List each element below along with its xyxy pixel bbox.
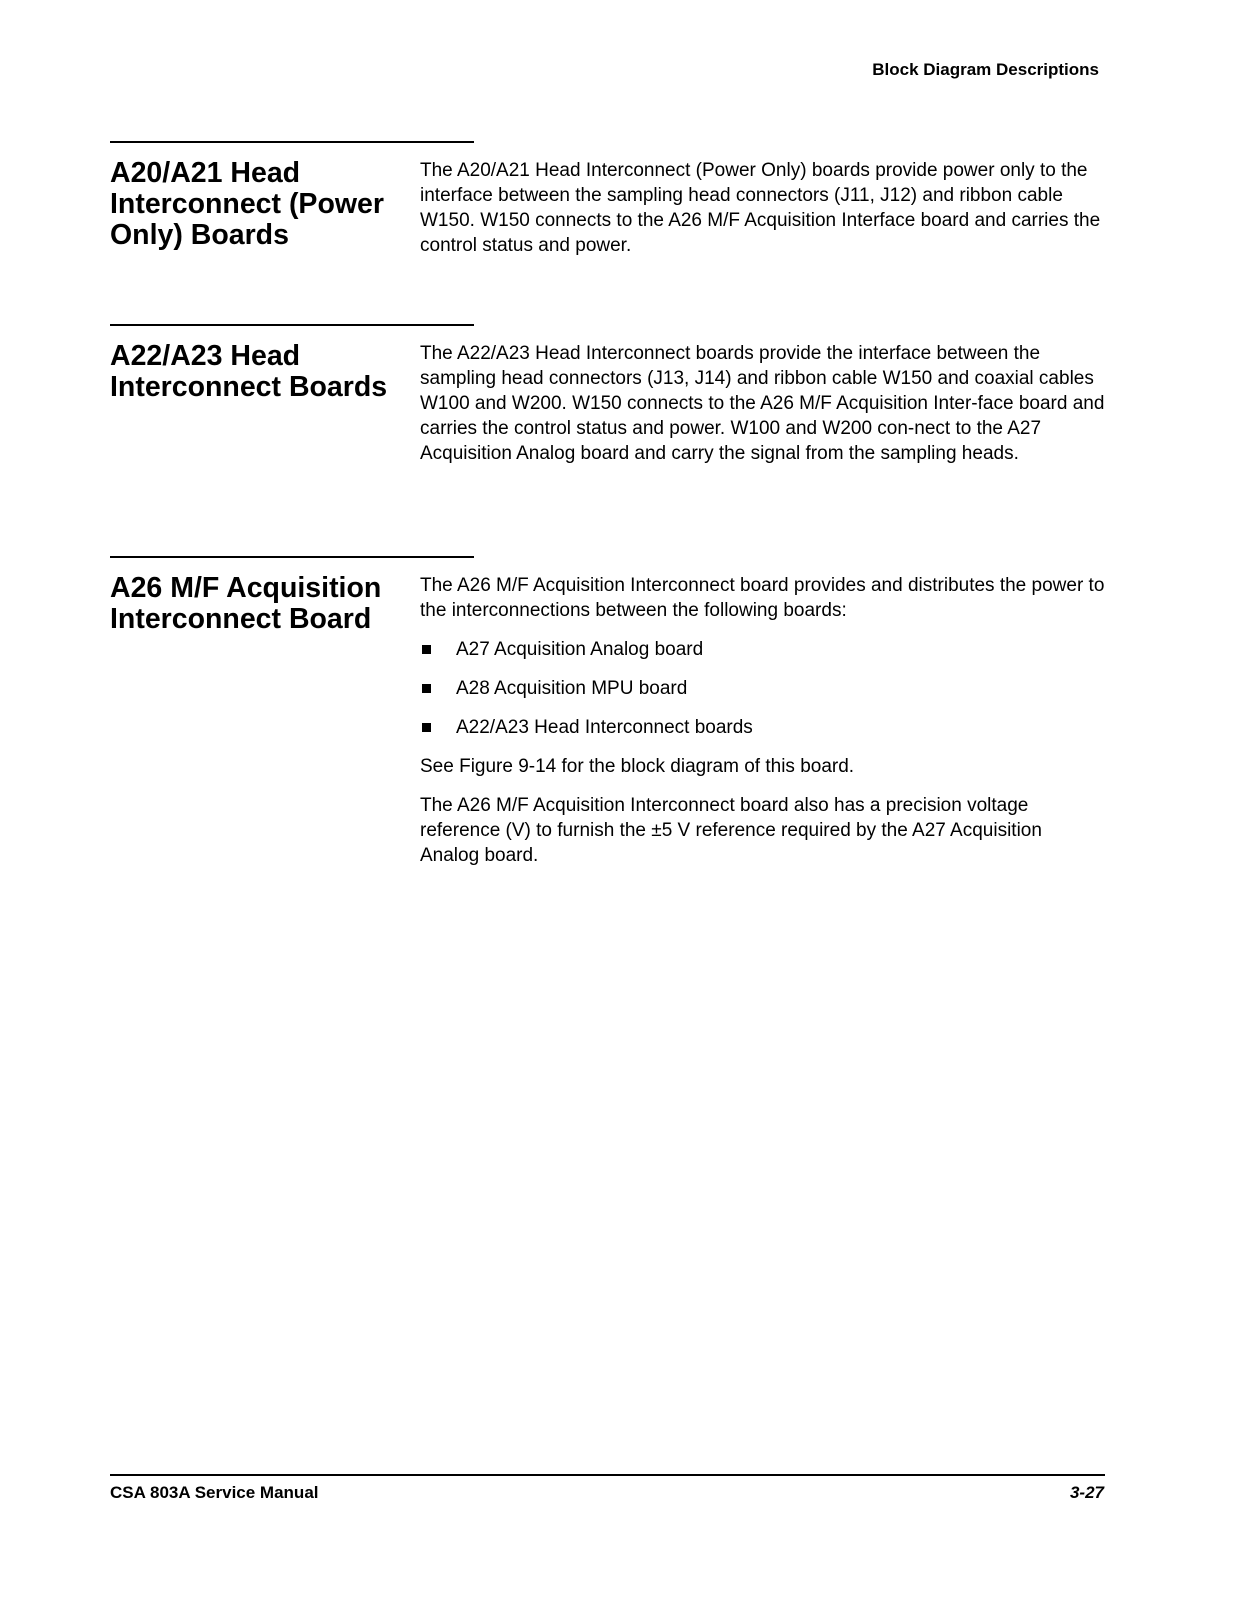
square-bullet-icon xyxy=(422,684,431,693)
section-body xyxy=(420,573,1105,882)
section-heading: A26 M/F Acquisition Interconnect Board xyxy=(110,572,382,635)
section-body xyxy=(420,158,1105,272)
figure-reference-paragraph: See Figure 9-14 for the block diagram of this board. xyxy=(420,756,855,777)
section-rule xyxy=(110,141,474,143)
section-a20-a21 xyxy=(110,141,1105,281)
list-item-text: A22/A23 Head Interconnect boards xyxy=(456,717,753,738)
footer-manual-title: CSA 803A Service Manual xyxy=(110,1483,319,1502)
section-heading: A22/A23 Head Interconnect Boards xyxy=(110,340,388,403)
section-rule xyxy=(110,556,474,558)
square-bullet-icon xyxy=(422,723,431,732)
running-header: Block Diagram Descriptions xyxy=(872,60,1099,79)
intro-paragraph: The A26 M/F Acquisition Interconnect board provides and distributes the power to the interconnections between the following boards: xyxy=(420,575,1105,621)
section-heading: A20/A21 Head Interconnect (Power Only) Boards xyxy=(110,157,384,251)
section-a26 xyxy=(110,556,1105,896)
list-item-text: A27 Acquisition Analog board xyxy=(456,639,704,660)
list-item xyxy=(420,715,1105,740)
square-bullet-icon xyxy=(422,645,431,654)
board-list xyxy=(420,637,1105,740)
footer-page-number: 3-27 xyxy=(1069,1483,1104,1502)
paragraph: The A22/A23 Head Interconnect boards provide the interface between the sampling head connectors (J13, J14) and ribbon cable W150 and coaxial cables W100 and W200. W150 connects to the A26 M/F Acquisition Inter-face board and carries the control status and power. W100 and W200 con-nect to the A27 Acquisition Analog board and carry the signal from the sampling heads. xyxy=(420,343,1105,464)
section-a22-a23 xyxy=(110,324,1105,514)
section-body xyxy=(420,341,1105,480)
paragraph: The A20/A21 Head Interconnect (Power Only) boards provide power only to the interface between the sampling head connectors (J11, J12) and ribbon cable W150. W150 connects to the A26 M/F Acquisition Interface board and carries the control status and power. xyxy=(420,160,1101,256)
list-item-text: A28 Acquisition MPU board xyxy=(456,678,688,699)
footer-rule xyxy=(110,1474,1105,1476)
list-item xyxy=(420,676,1105,701)
section-rule xyxy=(110,324,474,326)
paragraph: The A26 M/F Acquisition Interconnect board also has a precision voltage reference (V) to furnish the ±5 V reference required by the A27 Acquisition Analog board. xyxy=(420,795,1042,866)
list-item xyxy=(420,637,1105,662)
